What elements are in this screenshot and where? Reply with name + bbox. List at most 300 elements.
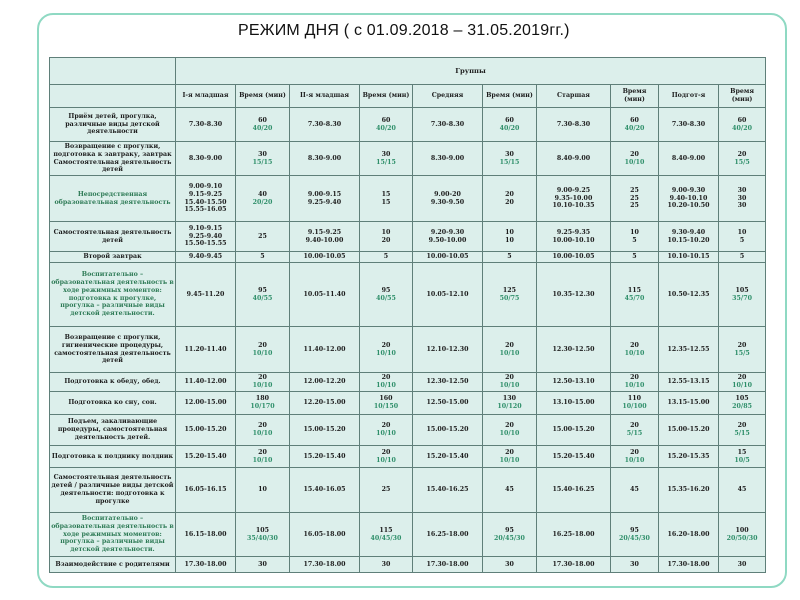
time-cell <box>537 252 611 263</box>
duration-value: 20 <box>505 198 514 206</box>
duration-cell <box>360 176 413 222</box>
time-cell <box>176 392 236 415</box>
table-row <box>50 252 766 263</box>
duration-total: 95 <box>505 526 514 534</box>
time-value: 15.20-15.40 <box>303 452 346 460</box>
duration-cell <box>611 415 659 446</box>
duration-cell <box>236 557 290 573</box>
time-value: 15.40-16.05 <box>303 486 346 494</box>
time-value: 9.25-9.40 <box>188 232 223 240</box>
time-cell <box>413 252 483 263</box>
time-cell <box>290 252 360 263</box>
time-value: 16.05-18.00 <box>303 530 346 538</box>
duration-value: 30 <box>737 202 747 210</box>
time-value: 12.55-13.15 <box>667 378 710 386</box>
activity-cell: Подъем, закаливающие процедуры, самостоятельная деятельность детей. <box>50 415 176 446</box>
duration-value: 30 <box>737 194 747 202</box>
activity-cell: Приём детей, прогулка, различные виды детской деятельности <box>50 108 176 142</box>
duration-total: 15 <box>737 448 747 456</box>
column-header: II-я младшая <box>290 85 360 108</box>
duration-value: 30 <box>505 560 514 568</box>
duration-value: 10 <box>505 236 514 244</box>
column-header: Время (мин) <box>719 85 766 108</box>
duration-total: 95 <box>630 526 639 534</box>
time-value: 9.00-20 <box>434 190 461 198</box>
duration-split: 10/10 <box>624 349 645 357</box>
time-cell <box>413 415 483 446</box>
time-cell <box>176 468 236 513</box>
duration-cell <box>236 513 290 557</box>
time-cell <box>659 142 719 176</box>
time-cell <box>537 415 611 446</box>
duration-cell <box>236 415 290 446</box>
time-value: 17.30-18.00 <box>426 560 469 568</box>
duration-total: 20 <box>381 374 391 382</box>
time-value: 9.15-9.25 <box>188 190 223 198</box>
duration-total: 20 <box>737 341 747 349</box>
duration-total: 20 <box>630 341 639 349</box>
duration-cell <box>360 327 413 373</box>
duration-value: 5 <box>507 253 512 261</box>
activity-cell: Подготовка к обеду, обед. <box>50 373 176 392</box>
duration-value: 5 <box>739 236 745 244</box>
time-value: 12.35-12.55 <box>667 345 710 353</box>
duration-total: 115 <box>627 286 642 294</box>
duration-split: 15/15 <box>376 158 396 166</box>
duration-total: 10 <box>381 228 391 236</box>
time-value: 9.00-9.10 <box>188 182 223 190</box>
duration-split: 40/20 <box>252 124 273 132</box>
duration-total: 20 <box>381 448 391 456</box>
duration-total: 20 <box>505 341 514 349</box>
duration-value: 25 <box>630 202 639 210</box>
time-cell <box>659 392 719 415</box>
duration-cell <box>719 373 766 392</box>
time-value: 13.15-15.00 <box>667 399 710 407</box>
duration-total: 25 <box>630 186 639 194</box>
time-cell <box>537 327 611 373</box>
time-value: 9.00-9.25 <box>556 186 591 194</box>
time-cell <box>413 142 483 176</box>
table-row <box>50 557 766 573</box>
time-value: 17.30-18.00 <box>303 560 346 568</box>
duration-total: 20 <box>258 374 267 382</box>
table-row <box>50 392 766 415</box>
time-value: 10.05-11.40 <box>303 290 346 298</box>
time-cell <box>659 108 719 142</box>
duration-cell <box>360 252 413 263</box>
duration-split: 40/20 <box>624 124 645 132</box>
duration-value: 30 <box>630 560 639 568</box>
duration-total: 20 <box>630 150 639 158</box>
time-value: 7.30-8.30 <box>307 120 342 128</box>
duration-cell <box>483 373 537 392</box>
duration-cell <box>611 392 659 415</box>
duration-value: 5 <box>632 253 637 261</box>
time-cell <box>176 415 236 446</box>
time-cell <box>290 222 360 252</box>
time-value: 15.35-16.20 <box>667 486 710 494</box>
time-cell <box>537 513 611 557</box>
duration-split: 5/15 <box>734 430 750 437</box>
time-cell <box>537 373 611 392</box>
duration-cell <box>611 252 659 263</box>
duration-cell <box>483 513 537 557</box>
duration-value: 15 <box>381 198 391 206</box>
duration-value: 30 <box>737 560 747 568</box>
time-value: 9.40-9.45 <box>188 253 223 261</box>
duration-cell <box>236 108 290 142</box>
duration-total: 20 <box>630 448 639 456</box>
duration-total: 105 <box>735 395 749 403</box>
duration-cell <box>719 222 766 252</box>
duration-total: 60 <box>381 116 391 124</box>
duration-total: 115 <box>379 526 393 534</box>
time-value: 8.40-9.00 <box>671 154 706 162</box>
duration-value: 25 <box>630 194 639 202</box>
duration-cell <box>719 108 766 142</box>
activity-cell: Воспитательно – образовательная деятельность в ходе режимных моментов: прогулка – различные виды детской деятельности. <box>50 513 176 557</box>
duration-split: 40/55 <box>376 294 396 302</box>
time-cell <box>176 327 236 373</box>
time-cell <box>659 373 719 392</box>
time-cell <box>290 263 360 327</box>
duration-cell <box>483 252 537 263</box>
duration-total: 20 <box>505 448 514 456</box>
time-cell <box>537 446 611 468</box>
time-value: 15.55-16.05 <box>184 206 227 214</box>
duration-split: 10/10 <box>499 382 520 389</box>
time-value: 11.40-12.00 <box>303 345 346 353</box>
duration-cell <box>483 468 537 513</box>
time-value: 12.50-15.00 <box>426 399 469 407</box>
time-value: 9.00-9.15 <box>307 190 342 198</box>
time-cell <box>176 373 236 392</box>
time-cell <box>537 263 611 327</box>
time-cell <box>537 108 611 142</box>
time-value: 10.00-10.05 <box>303 253 346 261</box>
duration-total: 95 <box>381 286 391 294</box>
duration-total: 60 <box>737 116 747 124</box>
duration-cell <box>236 263 290 327</box>
duration-cell <box>360 557 413 573</box>
duration-value: 5 <box>739 253 745 261</box>
column-header: Время (мин) <box>360 85 413 108</box>
duration-split: 10/100 <box>622 403 647 410</box>
time-cell <box>290 446 360 468</box>
time-cell <box>537 557 611 573</box>
header-row-columns <box>50 85 766 108</box>
duration-split: 40/45/30 <box>370 534 402 542</box>
header-corner-cell <box>50 58 176 85</box>
time-value: 10.50-12.35 <box>667 290 710 298</box>
duration-split: 10/10 <box>376 382 396 389</box>
time-value: 16.25-18.00 <box>426 530 469 538</box>
duration-cell <box>360 108 413 142</box>
duration-cell <box>360 468 413 513</box>
duration-cell <box>719 263 766 327</box>
duration-cell <box>360 142 413 176</box>
duration-cell <box>236 327 290 373</box>
page-title: РЕЖИМ ДНЯ ( с 01.09.2018 – 31.05.2019гг.) <box>238 22 570 39</box>
duration-split: 40/20 <box>499 124 520 132</box>
duration-total: 20 <box>737 150 747 158</box>
time-value: 12.30-12.50 <box>426 378 469 386</box>
time-value: 9.25-9.35 <box>556 228 591 236</box>
time-cell <box>413 176 483 222</box>
time-cell <box>413 263 483 327</box>
time-cell <box>537 176 611 222</box>
duration-cell <box>611 468 659 513</box>
time-cell <box>659 415 719 446</box>
duration-cell <box>611 108 659 142</box>
time-cell <box>176 557 236 573</box>
duration-cell <box>719 446 766 468</box>
time-value: 7.30-8.30 <box>671 120 706 128</box>
time-cell <box>290 513 360 557</box>
time-cell <box>176 176 236 222</box>
time-value: 15.20-15.40 <box>552 452 595 460</box>
time-value: 11.20-11.40 <box>184 345 227 353</box>
duration-split: 10/5 <box>734 456 750 464</box>
duration-cell <box>719 252 766 263</box>
duration-cell <box>236 142 290 176</box>
activity-cell: Второй завтрак <box>50 252 176 263</box>
activity-cell: Самостоятельная деятельность детей <box>50 222 176 252</box>
time-value: 9.30-9.40 <box>671 228 706 236</box>
time-cell <box>413 468 483 513</box>
time-value: 10.00-10.05 <box>426 253 469 261</box>
duration-cell <box>483 108 537 142</box>
duration-total: 30 <box>737 186 747 194</box>
time-cell <box>413 373 483 392</box>
duration-cell <box>360 392 413 415</box>
time-cell <box>537 142 611 176</box>
time-value: 10.10-10.35 <box>552 202 595 210</box>
duration-split: 15/5 <box>734 158 750 166</box>
duration-value: 5 <box>383 253 389 261</box>
duration-total: 60 <box>505 116 514 124</box>
duration-value: 25 <box>381 486 391 494</box>
time-value: 7.30-8.30 <box>556 120 591 128</box>
duration-total: 60 <box>630 116 639 124</box>
time-value: 9.10-9.15 <box>188 224 223 232</box>
duration-split: 20/45/30 <box>494 534 525 542</box>
duration-total: 125 <box>502 286 517 294</box>
time-value: 17.30-18.00 <box>184 560 227 568</box>
time-cell <box>659 468 719 513</box>
duration-split: 20/85 <box>732 403 752 410</box>
duration-split: 10/10 <box>624 456 645 464</box>
time-value: 10.15-10.20 <box>667 236 710 244</box>
time-value: 9.40-10.00 <box>305 236 344 244</box>
duration-cell <box>236 252 290 263</box>
duration-value: 5 <box>260 253 265 261</box>
time-cell <box>413 108 483 142</box>
time-value: 15.40-16.25 <box>426 486 469 494</box>
duration-split: 10/150 <box>373 403 399 410</box>
activity-cell: Подготовка к полднику полдник <box>50 446 176 468</box>
time-value: 12.20-15.00 <box>303 399 346 407</box>
duration-split: 10/10 <box>624 158 645 166</box>
time-value: 16.15-18.00 <box>184 530 227 538</box>
duration-cell <box>483 557 537 573</box>
duration-value: 30 <box>258 560 267 568</box>
table-row <box>50 108 766 142</box>
duration-split: 10/10 <box>732 382 752 389</box>
time-value: 12.30-12.50 <box>552 345 595 353</box>
duration-cell <box>719 327 766 373</box>
time-cell <box>176 222 236 252</box>
duration-cell <box>611 142 659 176</box>
duration-cell <box>360 222 413 252</box>
time-value: 15.00-15.20 <box>303 426 346 434</box>
time-cell <box>290 373 360 392</box>
column-header: Время (мин) <box>483 85 537 108</box>
time-cell <box>176 252 236 263</box>
time-value: 9.50-10.00 <box>428 236 467 244</box>
duration-total: 20 <box>630 374 639 382</box>
duration-split: 20/20 <box>252 198 273 206</box>
time-cell <box>290 557 360 573</box>
time-value: 15.20-15.40 <box>184 452 227 460</box>
duration-split: 5/15 <box>626 430 643 437</box>
time-value: 8.30-9.00 <box>430 154 465 162</box>
duration-value: 30 <box>381 560 391 568</box>
duration-total: 30 <box>505 150 514 158</box>
time-cell <box>537 468 611 513</box>
time-value: 15.20-15.35 <box>667 452 710 460</box>
time-value: 8.40-9.00 <box>556 154 591 162</box>
duration-cell <box>360 263 413 327</box>
time-value: 7.30-8.30 <box>188 120 223 128</box>
duration-cell <box>236 373 290 392</box>
duration-total: 20 <box>381 341 391 349</box>
time-cell <box>290 142 360 176</box>
time-cell <box>290 392 360 415</box>
duration-split: 15/5 <box>734 349 750 357</box>
duration-cell <box>611 373 659 392</box>
time-cell <box>659 446 719 468</box>
time-value: 12.00-12.20 <box>303 378 346 386</box>
time-cell <box>290 415 360 446</box>
duration-cell <box>611 557 659 573</box>
duration-total: 20 <box>505 422 514 430</box>
duration-split: 10/10 <box>252 349 273 357</box>
time-value: 8.30-9.00 <box>188 154 223 162</box>
duration-split: 15/15 <box>252 158 273 166</box>
time-value: 13.10-15.00 <box>552 399 595 407</box>
time-cell <box>176 513 236 557</box>
duration-cell <box>236 446 290 468</box>
duration-cell <box>236 468 290 513</box>
duration-total: 30 <box>258 150 267 158</box>
duration-total: 10 <box>737 228 747 236</box>
activity-cell: Возвращение с прогулки, подготовка к завтраку, завтрак Самостоятельная деятельность детей <box>50 142 176 176</box>
duration-total: 20 <box>258 422 267 430</box>
table-row <box>50 263 766 327</box>
header-row-groups <box>50 58 766 85</box>
duration-split: 40/20 <box>732 124 752 132</box>
duration-value: 10 <box>258 486 267 494</box>
duration-total: 30 <box>381 150 391 158</box>
time-value: 15.00-15.20 <box>426 426 469 434</box>
duration-total: 100 <box>735 526 749 534</box>
column-header: I-я младшая <box>176 85 236 108</box>
duration-split: 35/40/30 <box>247 534 278 542</box>
duration-split: 40/55 <box>252 294 273 302</box>
duration-value: 45 <box>630 486 639 494</box>
time-value: 15.00-15.20 <box>667 426 710 434</box>
duration-total: 130 <box>502 395 517 403</box>
duration-total: 160 <box>379 395 393 403</box>
column-header: Время (мин) <box>611 85 659 108</box>
time-value: 12.50-13.10 <box>552 378 595 386</box>
time-value: 9.15-9.25 <box>307 228 342 236</box>
time-cell <box>659 222 719 252</box>
duration-split: 10/10 <box>376 349 396 357</box>
duration-cell <box>719 415 766 446</box>
duration-cell <box>483 263 537 327</box>
time-value: 9.40-10.10 <box>669 194 708 202</box>
time-value: 9.00-9.30 <box>671 186 706 194</box>
duration-value: 5 <box>632 236 637 244</box>
time-value: 16.25-18.00 <box>552 530 595 538</box>
duration-total: 20 <box>737 374 747 382</box>
column-header: Подгот-я <box>659 85 719 108</box>
time-value: 15.40-16.25 <box>552 486 595 494</box>
duration-cell <box>719 142 766 176</box>
time-cell <box>176 263 236 327</box>
time-cell <box>537 392 611 415</box>
duration-total: 10 <box>630 228 639 236</box>
activity-cell: Самостоятельная деятельность детей / различные виды детской деятельности: подготовка к прогулке <box>50 468 176 513</box>
duration-total: 180 <box>255 395 270 403</box>
time-value: 9.20-9.30 <box>430 228 465 236</box>
duration-cell <box>719 513 766 557</box>
duration-total: 20 <box>737 422 747 430</box>
duration-split: 10/10 <box>499 456 520 464</box>
duration-cell <box>719 557 766 573</box>
duration-value: 25 <box>258 232 267 240</box>
duration-cell <box>611 446 659 468</box>
time-value: 11.40-12.00 <box>184 378 227 386</box>
duration-value: 45 <box>505 486 514 494</box>
duration-cell <box>611 222 659 252</box>
duration-cell <box>483 176 537 222</box>
time-cell <box>290 176 360 222</box>
table-row <box>50 415 766 446</box>
duration-split: 10/10 <box>376 430 396 437</box>
table-row <box>50 142 766 176</box>
duration-cell <box>360 373 413 392</box>
duration-total: 20 <box>381 422 391 430</box>
time-cell <box>659 176 719 222</box>
time-cell <box>413 222 483 252</box>
duration-total: 15 <box>381 190 391 198</box>
duration-total: 20 <box>505 190 514 198</box>
time-value: 17.30-18.00 <box>667 560 710 568</box>
header-activity-cell <box>50 85 176 108</box>
duration-cell <box>483 446 537 468</box>
duration-value: 20 <box>381 236 391 244</box>
duration-split: 35/70 <box>732 294 752 302</box>
duration-total: 10 <box>505 228 514 236</box>
time-value: 10.10-10.15 <box>667 253 710 261</box>
duration-total: 110 <box>627 395 642 403</box>
time-cell <box>537 222 611 252</box>
duration-split: 10/10 <box>252 382 273 389</box>
